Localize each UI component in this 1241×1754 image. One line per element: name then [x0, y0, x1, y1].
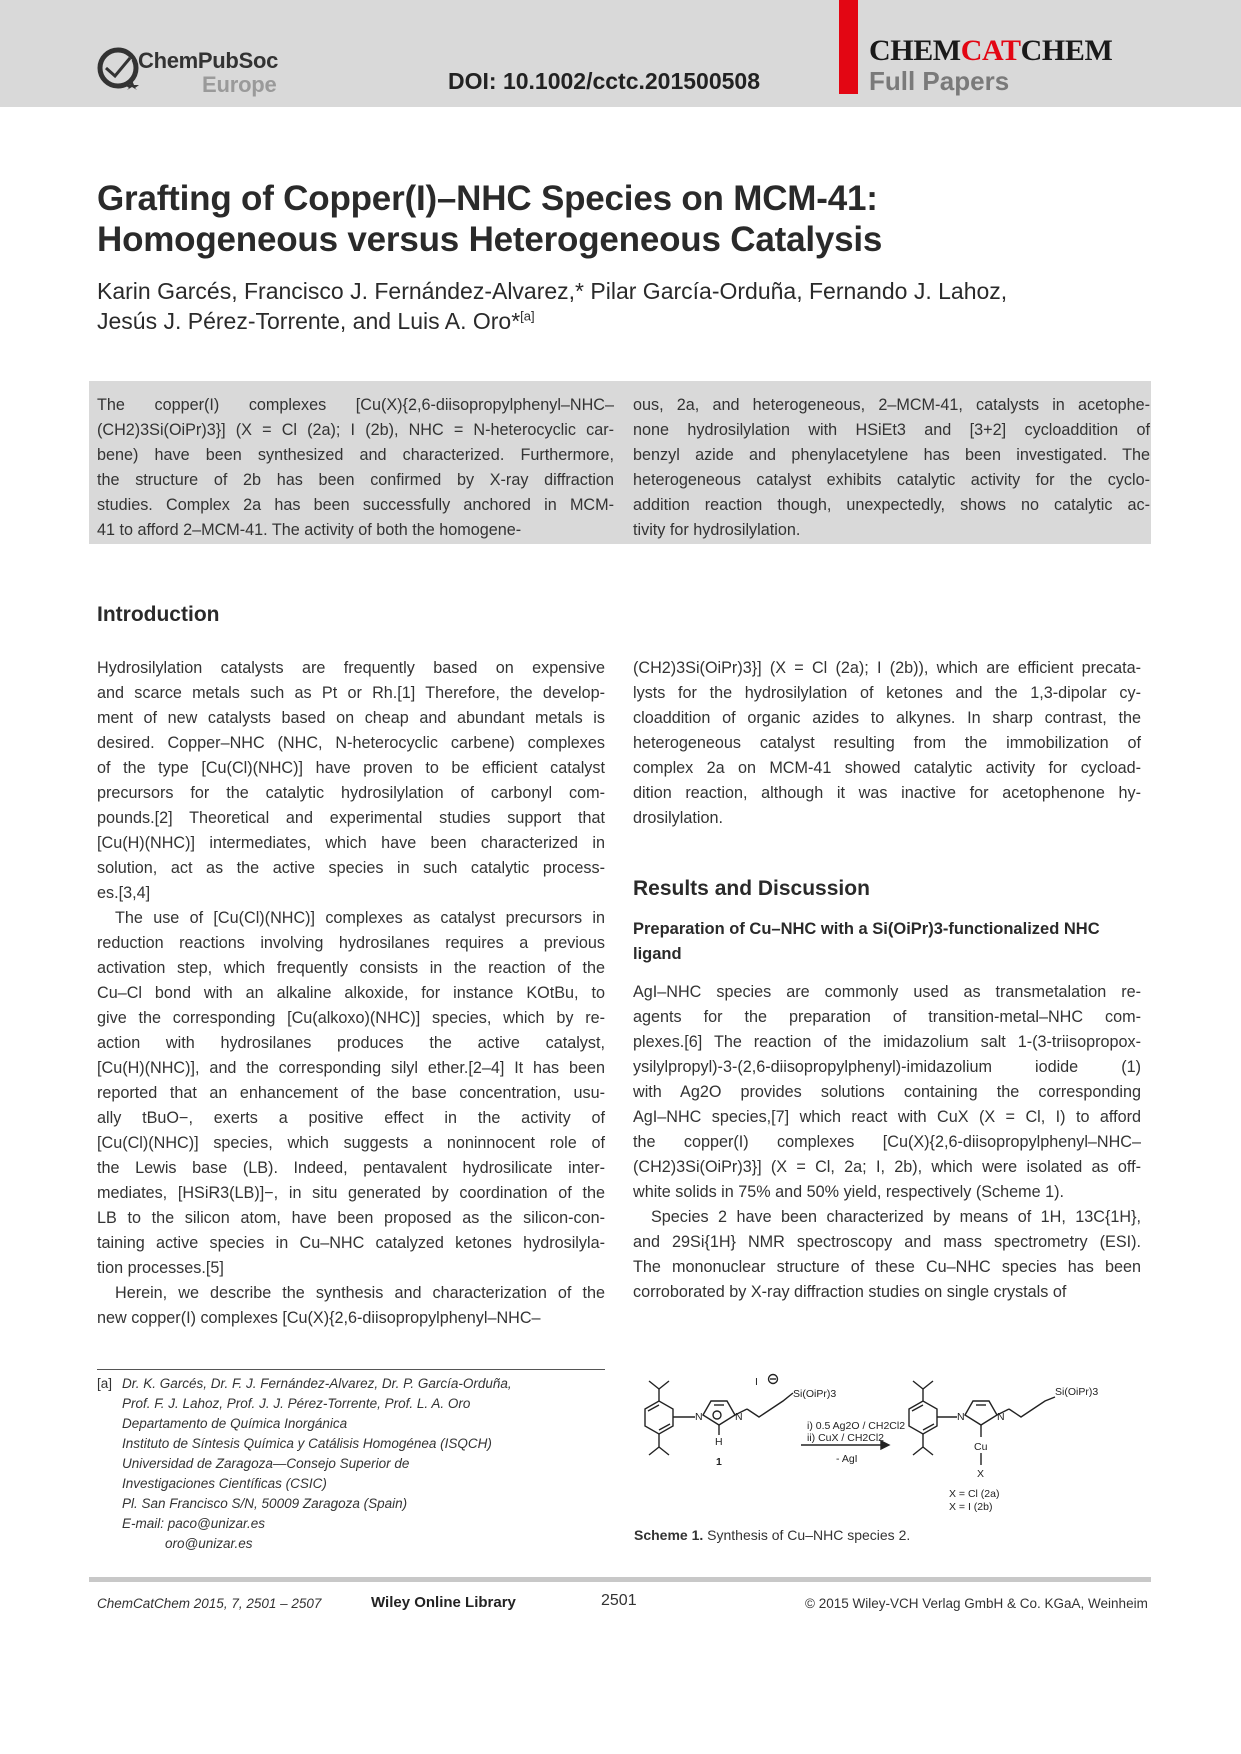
- text-line: solution, act as the active species in such catalytic process-: [97, 859, 605, 877]
- text-line: LB to the silicon atom, have been proposed as the silicon-con-: [97, 1209, 605, 1227]
- text-line: lysts for the hydrosilylation of ketones and the 1,3-dipolar cy-: [633, 684, 1141, 702]
- text-line: studies. Complex 2a has been successfully anchored in MCM-: [97, 496, 614, 514]
- text-line: the structure of 2b has been confirmed by X-ray diffraction: [97, 471, 614, 489]
- paragraph: [633, 980, 1141, 1205]
- text-line: agents for the preparation of transition-metal–NHC com-: [633, 1008, 1141, 1026]
- body-left-column: [97, 656, 605, 1331]
- body-right-column-intro: [633, 656, 1141, 831]
- text-line: heterogeneous catalyst resulting from the immobilization of: [633, 734, 1141, 752]
- text-line: activation step, which frequently consists in the reaction of the: [97, 959, 605, 977]
- text-line: taining active species in Cu–NHC catalyzed ketones hydrosilyla-: [97, 1234, 605, 1252]
- scheme-silyl-left: Si(OiPr)3: [793, 1388, 837, 1400]
- text-line: Herein, we describe the synthesis and characterization of the: [115, 1284, 605, 1302]
- text-line: Hydrosilylation catalysts are frequently based on expensive: [97, 659, 605, 677]
- scheme-n-left-1: N: [695, 1411, 703, 1423]
- text-line: plexes.[6] The reaction of the imidazolium salt 1-(3-triisopropox-: [633, 1033, 1141, 1051]
- abstract-left-column: [97, 393, 614, 543]
- text-line: [Cu(H)(NHC)], and the corresponding silyl ether.[2–4] It has been: [97, 1059, 605, 1077]
- affiliation-line: Instituto de Síntesis Química y Catálisis Homogénea (ISQCH): [122, 1436, 492, 1451]
- text-line: [Cu(Cl)(NHC)] species, which suggests a noninnocent role of: [97, 1134, 605, 1152]
- text-line: [Cu(H)(NHC)] intermediates, which have been characterized in: [97, 834, 605, 852]
- footer-rule: [89, 1577, 1151, 1582]
- affiliation-line: [a] Dr. K. Garcés, Dr. F. J. Fernández-Alvarez, Dr. P. García-Orduña,: [97, 1374, 605, 1394]
- chempubsoc-logo-icon: [96, 46, 140, 90]
- text-line: drosilylation.: [633, 809, 723, 827]
- footnote-rule: [97, 1369, 605, 1370]
- logo-line1: ChemPubSoc: [138, 48, 279, 73]
- text-line: ysilylpropyl)-3-(2,6-diisopropylphenyl)-imidazolium iodide (1): [633, 1058, 1141, 1076]
- affiliation-line[interactable]: E-mail: paco@unizar.es: [122, 1516, 266, 1531]
- text-line: The copper(I) complexes [Cu(X){2,6-diisopropylphenyl–NHC–: [97, 396, 614, 414]
- text-line: Cu–Cl bond with an alkaline alkoxide, for instance KOtBu, to: [97, 984, 605, 1002]
- scheme-1-diagram: [631, 1369, 1146, 1519]
- scheme-silyl-right: Si(OiPr)3: [1055, 1386, 1099, 1398]
- scheme-x-label: X: [977, 1468, 985, 1480]
- text-line: tivity for hydrosilylation.: [633, 521, 801, 539]
- text-line: AgI–NHC species,[7] which react with CuX (X = Cl, I) to afford: [633, 1108, 1141, 1126]
- footer-page-number: 2501: [601, 1592, 637, 1609]
- footer-library-link[interactable]: Wiley Online Library: [371, 1594, 516, 1611]
- paragraph: [97, 906, 605, 1281]
- scheme-n-left-2: N: [735, 1411, 743, 1423]
- text-line: precursors for the catalytic hydrosilylation of carbonyl com-: [97, 784, 605, 802]
- scheme-compound-1: 1: [716, 1456, 722, 1468]
- affiliation-line: Universidad de Zaragoza—Consejo Superior de: [122, 1456, 410, 1471]
- text-line: new copper(I) complexes [Cu(X){2,6-diisopropylphenyl–NHC–: [97, 1309, 541, 1327]
- body-right-column-results: [633, 980, 1141, 1305]
- scheme-condition-1: i) 0.5 Ag2O / CH2Cl2: [807, 1420, 906, 1432]
- scheme-product-b: X = I (2b): [949, 1501, 993, 1513]
- subsection-heading: Preparation of Cu–NHC with a Si(OiPr)3-functionalized NHC ligand: [633, 920, 1100, 963]
- text-line: The mononuclear structure of these Cu–NHC species has been: [633, 1258, 1141, 1276]
- affiliation-line[interactable]: oro@unizar.es: [165, 1536, 253, 1551]
- text-line: benzyl azide and phenylacetylene has been investigated. The: [633, 446, 1150, 464]
- scheme-n-right-2: N: [997, 1411, 1005, 1423]
- logo-line2: Europe: [202, 72, 277, 97]
- text-line: pounds.[2] Theoretical and experimental studies support that: [97, 809, 605, 827]
- author-list: Karin Garcés, Francisco J. Fernández-Alvarez,* Pilar García-Orduña, Fernando J. Lahoz, Jesús J. Pérez-Torrente, and Luis A. Oro*[a]: [97, 278, 1008, 334]
- paragraph: [97, 1281, 605, 1331]
- affiliation-line: Pl. San Francisco S/N, 50009 Zaragoza (Spain): [122, 1496, 408, 1511]
- footer-copyright: © 2015 Wiley-VCH Verlag GmbH & Co. KGaA, Weinheim: [805, 1596, 1148, 1611]
- section-heading-introduction: Introduction: [97, 603, 220, 626]
- text-line: reported that an enhancement of the base concentration, usu-: [97, 1084, 605, 1102]
- text-line: heterogeneous catalyst exhibits catalytic activity for the cyclo-: [633, 471, 1150, 489]
- text-line: addition reaction though, unexpectedly, shows no catalytic ac-: [633, 496, 1150, 514]
- text-line: and scarce metals such as Pt or Rh.[1] Therefore, the develop-: [97, 684, 605, 702]
- text-line: white solids in 75% and 50% yield, respectively (Scheme 1).: [633, 1183, 1064, 1201]
- doi-label[interactable]: DOI: 10.1002/cctc.201500508: [448, 68, 761, 94]
- scheme-caption: Scheme 1. Synthesis of Cu–NHC species 2.: [634, 1527, 911, 1543]
- affiliation-line: Departamento de Química Inorgánica: [122, 1416, 348, 1431]
- affiliation-line: Investigaciones Científicas (CSIC): [122, 1476, 327, 1491]
- affiliation-line: Prof. F. J. Lahoz, Prof. J. J. Pérez-Torrente, Prof. L. A. Oro: [122, 1396, 471, 1411]
- text-line: 41 to afford 2–MCM-41. The activity of both the homogene-: [97, 521, 522, 539]
- text-line: complex 2a on MCM-41 showed catalytic activity for cycload-: [633, 759, 1141, 777]
- scheme-iodide: I: [755, 1376, 758, 1388]
- text-line: es.[3,4]: [97, 884, 151, 902]
- page-title: Grafting of Copper(I)–NHC Species on MCM-41: Homogeneous versus Heterogeneous Catalysis: [97, 179, 883, 259]
- text-line: (CH2)3Si(OiPr)3}] (X = Cl (2a); I (2b)), which are efficient precata-: [633, 659, 1141, 677]
- text-line: The use of [Cu(Cl)(NHC)] complexes as catalyst precursors in: [115, 909, 605, 927]
- scheme-condition-2: ii) CuX / CH2Cl2: [807, 1432, 885, 1444]
- text-line: (CH2)3Si(OiPr)3}] (X = Cl (2a); I (2b), NHC = N-heterocyclic car-: [97, 421, 614, 439]
- text-line: reduction reactions involving hydrosilanes requires a previous: [97, 934, 605, 952]
- text-line: tion processes.[5]: [97, 1259, 224, 1277]
- scheme-h-label: H: [715, 1436, 723, 1448]
- text-line: cloaddition of organic azides to alkynes. In sharp contrast, the: [633, 709, 1141, 727]
- text-line: bene) have been synthesized and characterized. Furthermore,: [97, 446, 614, 464]
- text-line: desired. Copper–NHC (NHC, N-heterocyclic carbene) complexes: [97, 734, 605, 752]
- text-line: action with hydrosilanes produces the active catalyst,: [97, 1034, 605, 1052]
- scheme-product-a: X = Cl (2a): [949, 1488, 1000, 1500]
- text-line: dition reaction, although it was inactive for acetophenone hy-: [633, 784, 1141, 802]
- text-line: and 29Si{1H} NMR spectroscopy and mass spectrometry (ESI).: [633, 1233, 1141, 1251]
- paragraph: [97, 656, 605, 906]
- paragraph: [633, 1205, 1141, 1305]
- journal-red-bar: [839, 0, 858, 94]
- footer-citation: ChemCatChem 2015, 7, 2501 – 2507: [97, 1596, 322, 1611]
- affiliation-footnote: [97, 1374, 605, 1554]
- text-line: AgI–NHC species are commonly used as transmetalation re-: [633, 983, 1141, 1001]
- affiliation-tag: [a]: [97, 1376, 113, 1391]
- paper-type: Full Papers: [869, 66, 1010, 96]
- text-line: (CH2)3Si(OiPr)3}] (X = Cl, 2a; I, 2b), which were isolated as off-: [633, 1158, 1141, 1176]
- section-heading-results: Results and Discussion: [633, 877, 870, 900]
- text-line: none hydrosilylation with HSiEt3 and [3+2] cycloaddition of: [633, 421, 1150, 439]
- abstract-right-column: [633, 393, 1150, 543]
- text-line: mediates, [HSiR3(LB)]−, in situ generated by coordination of the: [97, 1184, 605, 1202]
- text-line: Species 2 have been characterized by means of 1H, 13C{1H},: [651, 1208, 1141, 1226]
- text-line: give the corresponding [Cu(alkoxo)(NHC)] species, which by re-: [97, 1009, 605, 1027]
- text-line: ment of new catalysts based on cheap and abundant metals is: [97, 709, 605, 727]
- text-line: the copper(I) complexes [Cu(X){2,6-diisopropylphenyl–NHC–: [633, 1133, 1141, 1151]
- scheme-condition-3: - AgI: [836, 1453, 858, 1465]
- text-line: with Ag2O provides solutions containing the corresponding: [633, 1083, 1141, 1101]
- text-line: of the type [Cu(Cl)(NHC)] have proven to be efficient catalyst: [97, 759, 605, 777]
- text-line: corroborated by X-ray diffraction studies on single crystals of: [633, 1283, 1067, 1301]
- text-line: ally tBuO−, exerts a positive effect in the activity of: [97, 1109, 605, 1127]
- text-line: ous, 2a, and heterogeneous, 2–MCM-41, catalysts in acetophe-: [633, 396, 1150, 414]
- scheme-n-right-1: N: [957, 1411, 965, 1423]
- journal-name: CHEMCATCHEM: [869, 34, 1113, 67]
- scheme-cu-label: Cu: [974, 1441, 988, 1453]
- text-line: the Lewis base (LB). Indeed, pentavalent hydrosilicate inter-: [97, 1159, 605, 1177]
